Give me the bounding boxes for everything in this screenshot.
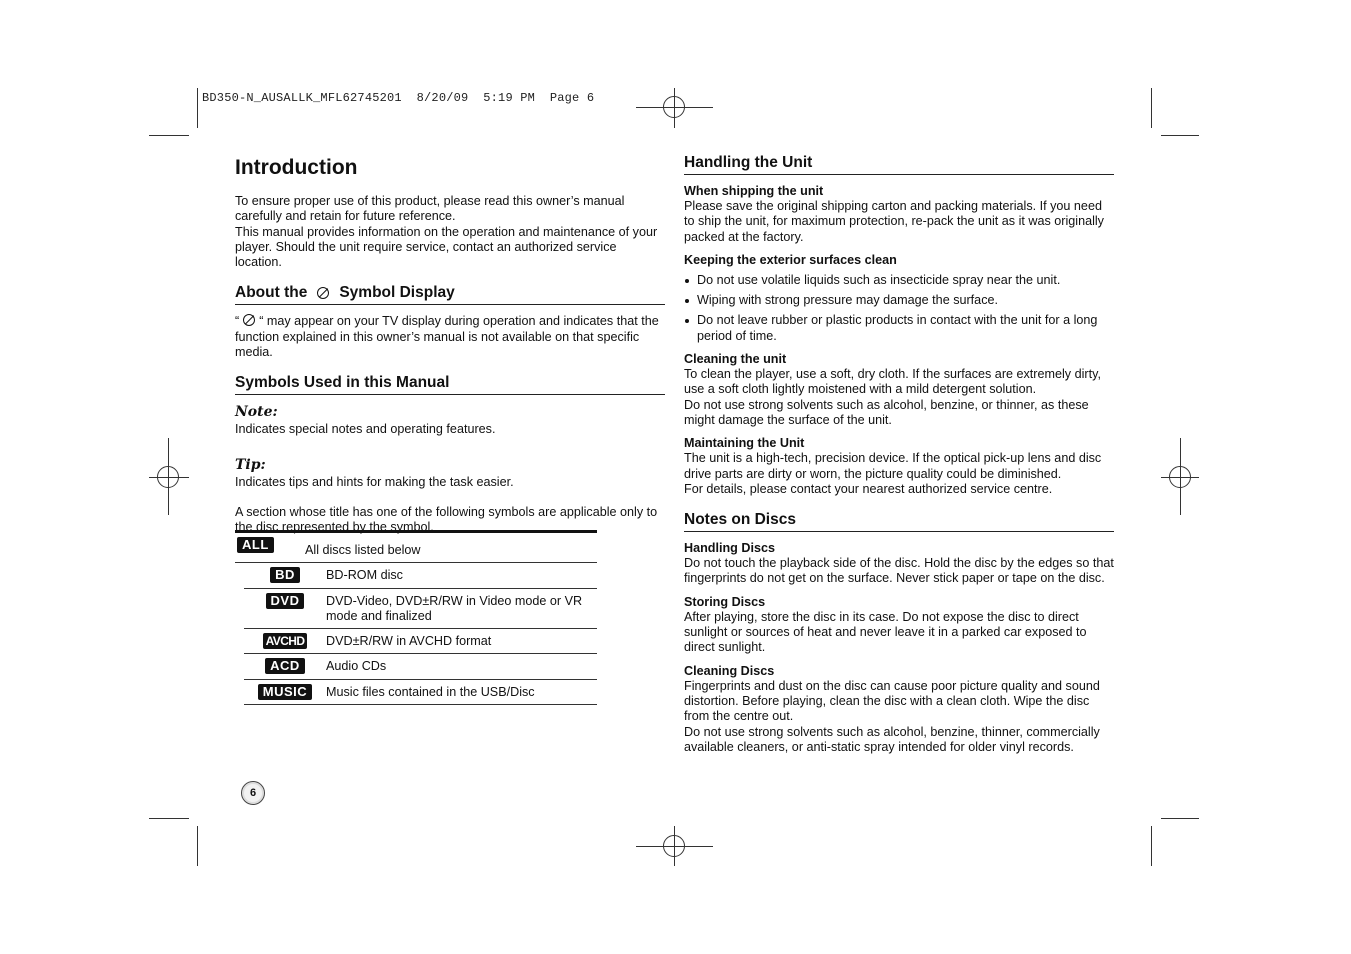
- cleaning-discs-text: Do not use strong solvents such as alcohol, benzine, thinner, commercially available cleaners, or anti-static spray intended for older vinyl records.: [684, 724, 1100, 754]
- registration-circle-icon: [1169, 466, 1191, 488]
- page-number: 6: [241, 781, 265, 805]
- table-cell: Music files contained in the USB/Disc: [326, 684, 535, 699]
- table-row: [244, 589, 597, 630]
- symbol-display-heading: [235, 284, 665, 305]
- tip-label: Tip:: [235, 456, 266, 473]
- right-column: [684, 152, 1114, 755]
- list-item: Do not use volatile liquids such as insecticide spray near the unit.: [684, 273, 1114, 288]
- registration-circle-icon: [157, 466, 179, 488]
- storing-discs-subheading: Storing Discs: [684, 594, 766, 609]
- cleaning-unit-text: To clean the player, use a soft, dry cloth. If the surfaces are extremely dirty, use a soft cloth lightly moistened with a mild detergent solution.: [684, 367, 1101, 397]
- table-cell: All discs listed below: [305, 543, 421, 557]
- cleaning-discs-text: Fingerprints and dust on the disc can cause poor picture quality and sound distortion. Before playing, clean the disc with a clean cloth. Wipe the disc from the centre out.: [684, 678, 1100, 724]
- crop-mark: [149, 818, 189, 819]
- table-row: [235, 533, 597, 563]
- heading-text: About the: [235, 284, 308, 302]
- section-symbol-text: A section whose title has one of the following symbols are applicable only to the disc represented by the symbol.: [235, 504, 658, 535]
- intro-paragraph: To ensure proper use of this product, please read this owner’s manual carefully and retain for future reference.: [235, 194, 625, 224]
- symbol-display-description: “ may appear on your TV display during operation and indicates that the function explained in this owner’s manual is not available on that specific media.: [235, 314, 659, 360]
- no-entry-icon: [243, 314, 255, 326]
- cleaning-discs-subheading: Cleaning Discs: [684, 663, 775, 678]
- symbol-display-text: [235, 314, 665, 360]
- page-title: Introduction: [235, 156, 358, 179]
- disc-badge-dvd: DVD: [266, 593, 305, 609]
- registration-circle-icon: [663, 96, 685, 118]
- crop-mark: [1161, 818, 1199, 819]
- quote-open: “: [235, 314, 240, 329]
- table-row: [244, 654, 597, 679]
- exterior-subheading: Keeping the exterior surfaces clean: [684, 252, 897, 267]
- symbol-table: [235, 530, 597, 705]
- shipping-text: Please save the original shipping carton and packing materials. If you need to ship the unit, for maximum protection, re-pack the unit as it was originally packed at the factory.: [684, 199, 1104, 244]
- disc-badge-avchd: AVCHD: [263, 633, 308, 649]
- exterior-list: [684, 273, 1114, 344]
- intro-paragraph: This manual provides information on the operation and maintenance of your player. Should the unit require service, contact an authorized service location.: [235, 224, 658, 270]
- symbols-used-heading: Symbols Used in this Manual: [235, 374, 665, 395]
- notes-on-discs-heading: Notes on Discs: [684, 511, 1114, 532]
- note-text: Indicates special notes and operating features.: [235, 422, 496, 437]
- crop-mark: [1151, 88, 1152, 128]
- maintaining-text: The unit is a high-tech, precision device. If the optical pick-up lens and disc drive parts are dirty or worn, the picture quality could be diminished.: [684, 451, 1102, 481]
- tip-text: Indicates tips and hints for making the task easier.: [235, 474, 514, 489]
- print-header: BD350-N_AUSALLK_MFL62745201 8/20/09 5:19 PM Page 6: [202, 91, 595, 105]
- crop-mark: [197, 88, 198, 128]
- table-cell: DVD-Video, DVD±R/RW in Video mode or VR mode and finalized: [326, 593, 583, 623]
- table-row: [244, 563, 597, 588]
- note-label: Note:: [235, 404, 278, 421]
- no-entry-icon: [317, 287, 329, 299]
- table-cell: DVD±R/RW in AVCHD format: [326, 634, 492, 649]
- maintaining-subheading: Maintaining the Unit: [684, 436, 805, 451]
- shipping-subheading: When shipping the unit: [684, 184, 824, 198]
- disc-badge-acd: ACD: [265, 658, 305, 674]
- handling-discs-text: Do not touch the playback side of the disc. Hold the disc by the edges so that fingerprints do not get on the surface. Never stick paper or tape on the disc.: [684, 556, 1114, 586]
- cleaning-unit-text: Do not use strong solvents such as alcohol, benzine, or thinner, as these might damage the surface of the unit.: [684, 397, 1089, 427]
- disc-badge-bd: BD: [270, 567, 300, 583]
- disc-badge-music: MUSIC: [258, 684, 312, 700]
- disc-badge-all: ALL: [237, 537, 274, 553]
- handling-unit-heading: Handling the Unit: [684, 154, 1114, 175]
- table-cell: BD-ROM disc: [326, 568, 403, 583]
- table-cell: Audio CDs: [326, 659, 387, 674]
- crop-mark: [149, 135, 189, 136]
- crop-mark: [1151, 826, 1152, 866]
- storing-discs-text: After playing, store the disc in its case. Do not expose the disc to direct sunlight or sources of heat and never leave it in a parked car exposed to direct sunlight.: [684, 609, 1087, 655]
- list-item: Wiping with strong pressure may damage the surface.: [684, 293, 1114, 308]
- crop-mark: [197, 826, 198, 866]
- table-row: [244, 680, 597, 705]
- registration-circle-icon: [663, 835, 685, 857]
- table-row: [244, 629, 597, 654]
- cleaning-unit-subheading: Cleaning the unit: [684, 352, 787, 367]
- list-item: Do not leave rubber or plastic products in contact with the unit for a long period of time.: [684, 313, 1114, 344]
- maintaining-text: For details, please contact your nearest authorized service centre.: [684, 481, 1053, 496]
- heading-text: Symbol Display: [339, 284, 455, 302]
- crop-mark: [1161, 135, 1199, 136]
- left-column: [235, 152, 665, 536]
- handling-discs-subheading: Handling Discs: [684, 541, 775, 556]
